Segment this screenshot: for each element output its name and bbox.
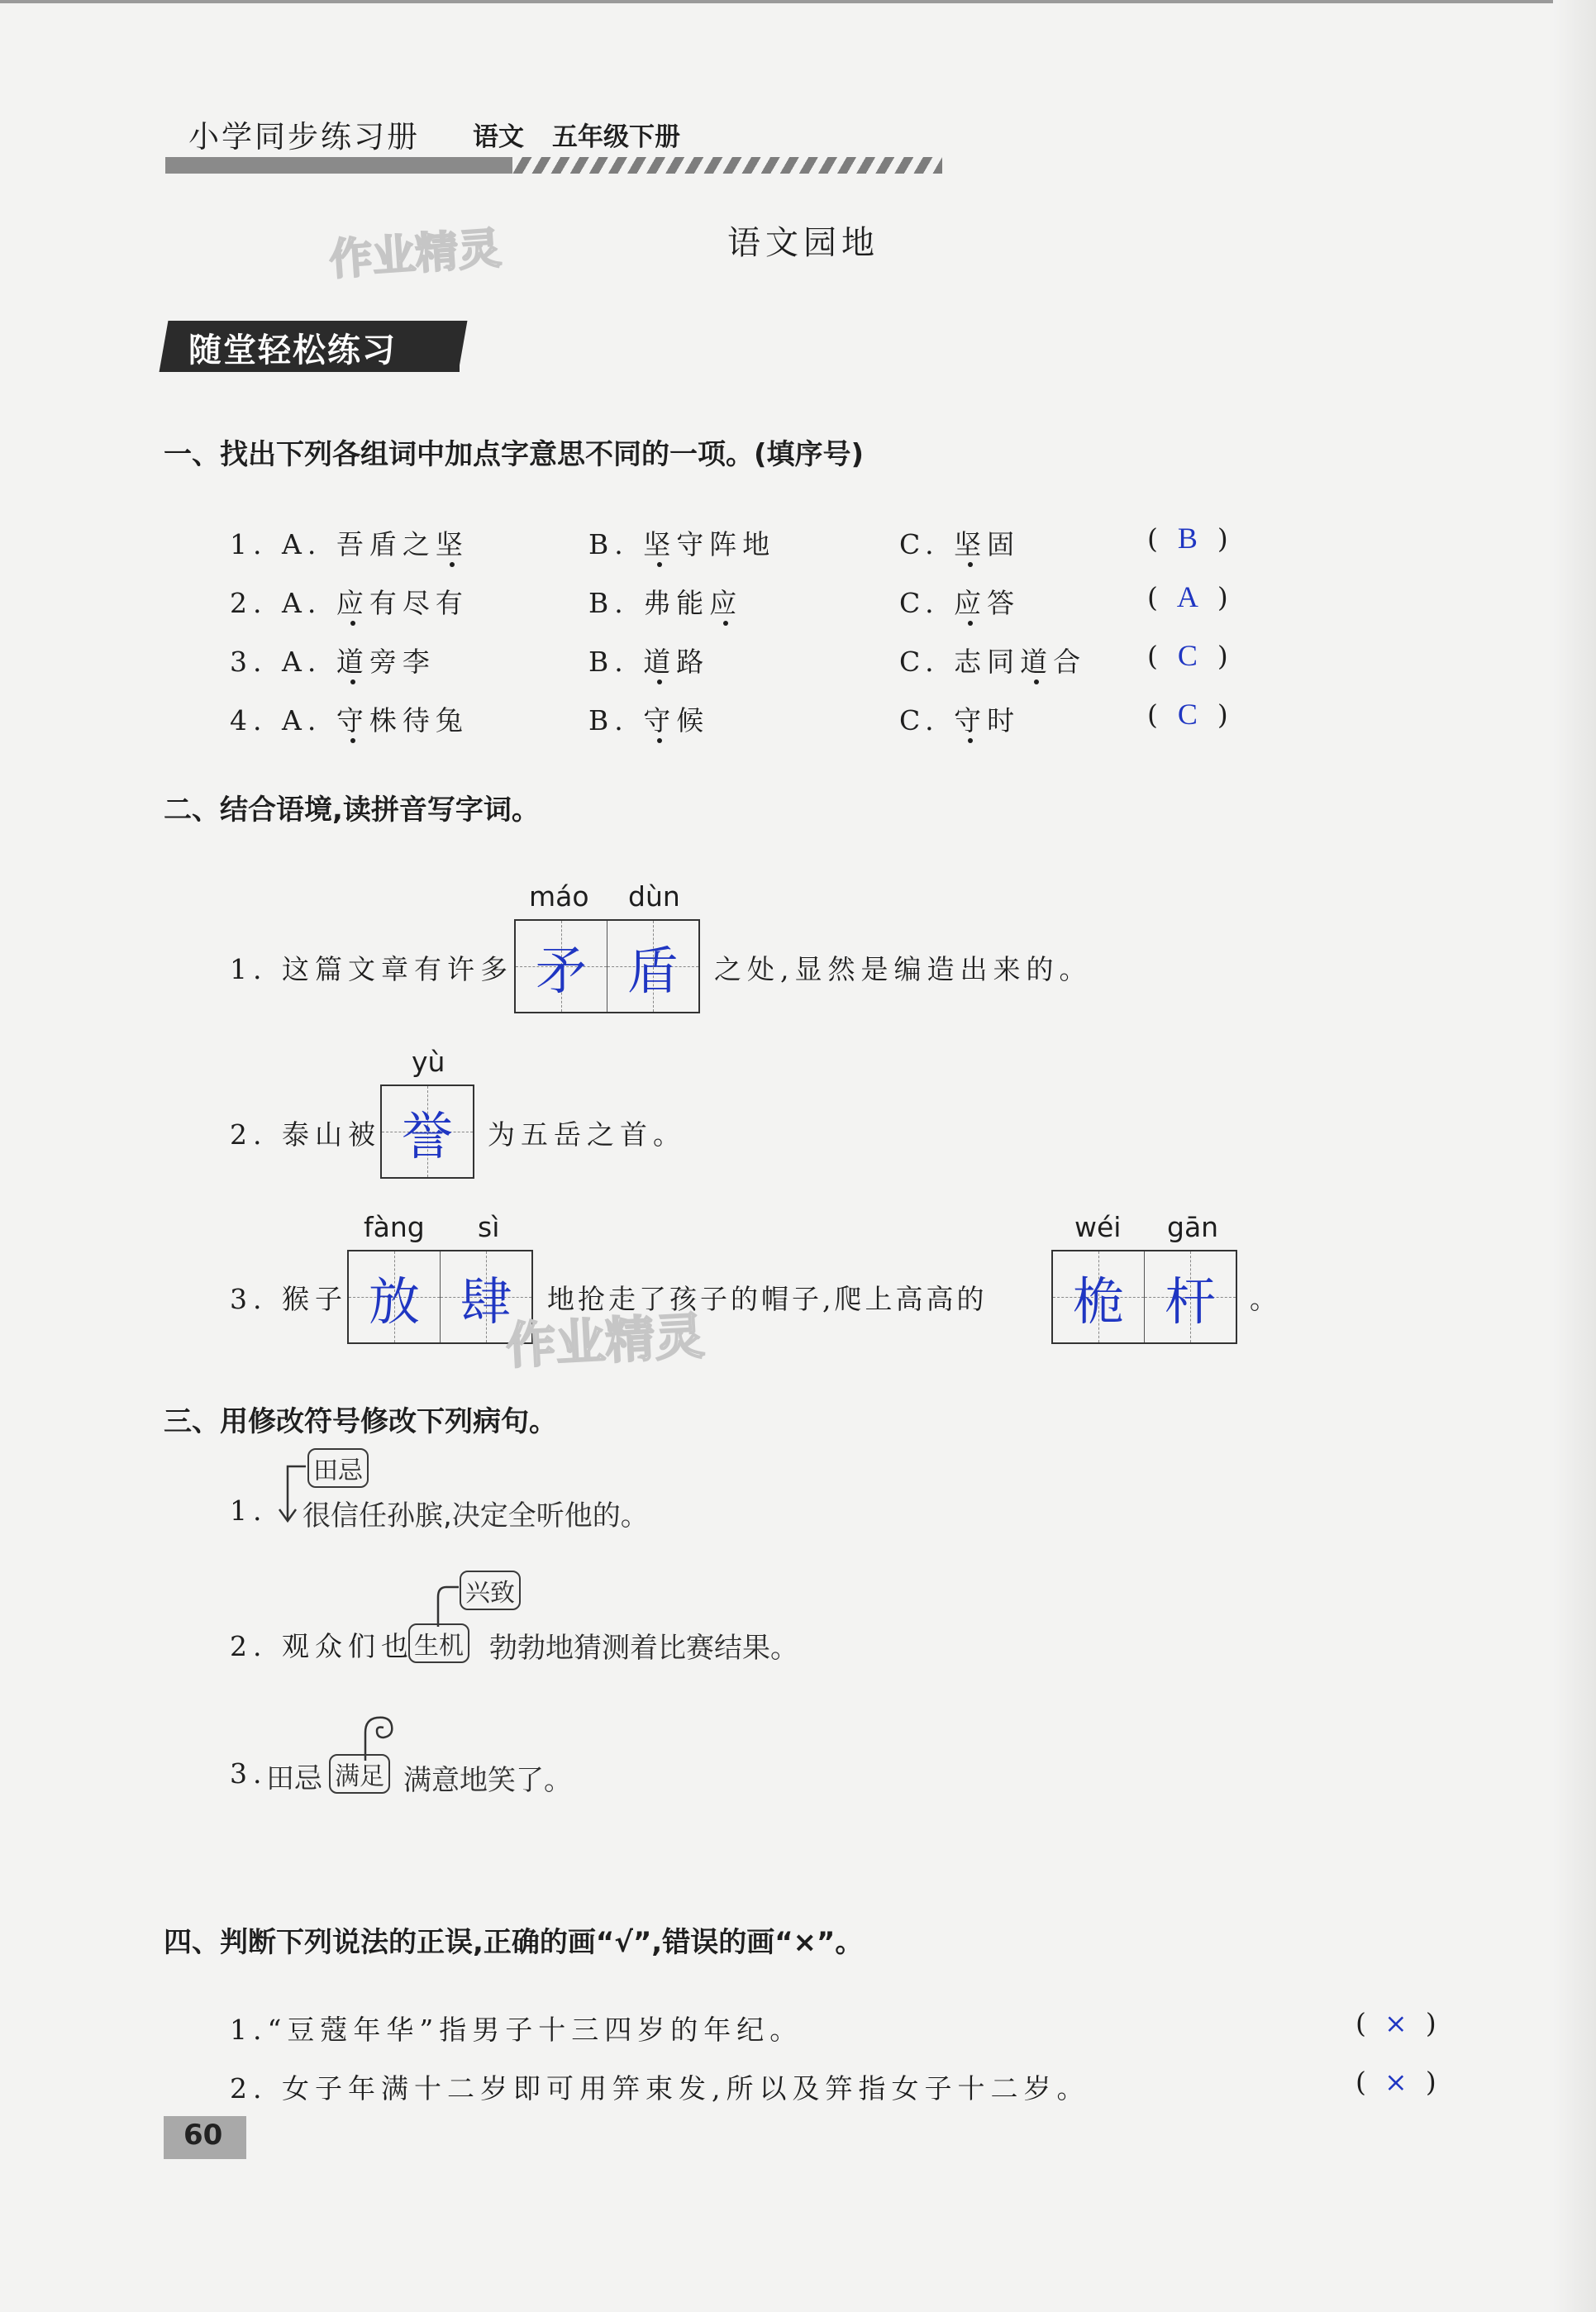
book-series-title: 小学同步练习册 [188, 119, 420, 155]
deleted-word: 满足 [329, 1754, 390, 1794]
sentence-text: 勃勃地猜测着比赛结果。 [489, 1632, 798, 1665]
answer-value: A [1176, 580, 1198, 613]
dotted-char: 应 [336, 587, 369, 619]
pinyin: wéi [1074, 1211, 1122, 1243]
pinyin: yù [412, 1046, 445, 1078]
tianzige-answer-box[interactable] [347, 1250, 533, 1344]
pinyin: sì [478, 1211, 500, 1243]
sentence-text: 这篇文章有许多 [282, 953, 513, 985]
dotted-char: 守 [643, 704, 677, 737]
replaced-word: 生机 [408, 1623, 469, 1663]
dotted-char: 坚 [435, 528, 469, 560]
page-number: 60 [183, 2119, 223, 2152]
watermark-logo: 作业精灵 [504, 1307, 706, 1376]
pinyin: fàng [364, 1211, 425, 1243]
tianzige-cell: 誉 [382, 1086, 473, 1177]
sentence-text: 地抢走了孩子的帽子,爬上高高的 [547, 1283, 988, 1315]
q1-row-num: 2. [230, 587, 268, 619]
tianzige-answer-box[interactable] [380, 1084, 474, 1179]
dotted-char: 道 [1020, 646, 1054, 678]
sentence-text: 满意地笑了。 [403, 1764, 572, 1797]
page-top-edge [0, 0, 1596, 3]
answer-value: × [1384, 2007, 1408, 2039]
dotted-char: 守 [336, 704, 369, 737]
q1-row-num: 1. [230, 528, 268, 560]
tianzige-cell: 杆 [1144, 1251, 1236, 1342]
answer-value: C [1177, 639, 1198, 672]
answer-blank[interactable]: ( A ) [1147, 580, 1228, 613]
answer-value: C [1177, 698, 1198, 731]
pinyin: máo [529, 880, 589, 913]
q2-heading: 二、结合语境,读拼音写字词。 [164, 794, 540, 827]
q1-row-num: 4. [230, 704, 268, 737]
sentence-text: 泰山被 [282, 1118, 381, 1151]
dotted-char: 道 [336, 646, 369, 678]
dotted-char: 坚 [643, 528, 677, 560]
dotted-char: 道 [643, 646, 677, 678]
dotted-char: 坚 [954, 528, 988, 560]
watermark-logo: 作业精灵 [327, 223, 503, 286]
banner-stripes [430, 355, 463, 372]
inserted-word: 田忌 [307, 1448, 369, 1488]
answer-blank[interactable]: ( × ) [1355, 2066, 1436, 2098]
pinyin: gān [1167, 1211, 1219, 1243]
sentence-text: 观众们也 [282, 1630, 414, 1662]
dotted-char: 应 [709, 587, 743, 619]
tianzige-answer-box[interactable] [1051, 1250, 1237, 1344]
statement-text: 女子年满十二岁即可用笄束发,所以及笄指女子十二岁。 [282, 2072, 1090, 2105]
tianzige-cell: 盾 [607, 921, 698, 1012]
q1-heading: 一、找出下列各组词中加点字意思不同的一项。(填序号) [164, 438, 865, 471]
q4-heading: 四、判断下列说法的正误,正确的画“√”,错误的画“×”。 [164, 1926, 864, 1959]
dotted-char: 守 [954, 704, 988, 737]
answer-blank[interactable]: ( × ) [1355, 2007, 1436, 2039]
answer-value: × [1384, 2066, 1408, 2098]
answer-blank[interactable]: ( C ) [1147, 698, 1228, 731]
answer-blank[interactable]: ( C ) [1147, 639, 1228, 672]
tianzige-answer-box[interactable] [514, 919, 700, 1013]
sentence-text: 很信任孙膑,决定全听他的。 [303, 1499, 649, 1533]
sentence-text: 田忌 [266, 1762, 322, 1795]
pinyin: dùn [628, 880, 680, 913]
tianzige-cell: 矛 [516, 921, 607, 1012]
answer-blank[interactable]: ( B ) [1147, 522, 1228, 555]
q3-heading: 三、用修改符号修改下列病句。 [164, 1405, 557, 1438]
page-fold-shade [1553, 0, 1596, 2312]
sentence-text: 为五岳之首。 [488, 1118, 686, 1151]
section-banner-label: 随堂轻松练习 [188, 331, 397, 369]
sentence-text: 猴子 [282, 1283, 348, 1315]
page-title: 语文园地 [727, 224, 879, 262]
statement-text: “豆蔻年华”指男子十三四岁的年纪。 [267, 2014, 803, 2046]
book-grade: 五年级下册 [552, 122, 680, 152]
tianzige-cell: 桅 [1053, 1251, 1144, 1342]
tianzige-cell: 肆 [440, 1251, 531, 1342]
sentence-text: 。 [1250, 1283, 1283, 1315]
answer-value: B [1177, 522, 1198, 555]
replacement-word: 兴致 [460, 1571, 521, 1610]
q1-row-num: 3. [230, 646, 268, 678]
tianzige-cell: 放 [349, 1251, 440, 1342]
sentence-text: 之处,显然是编造出来的。 [714, 953, 1093, 985]
book-subject: 语文 [473, 122, 524, 152]
header-solid-bar [165, 157, 512, 174]
dotted-char: 应 [954, 587, 988, 619]
